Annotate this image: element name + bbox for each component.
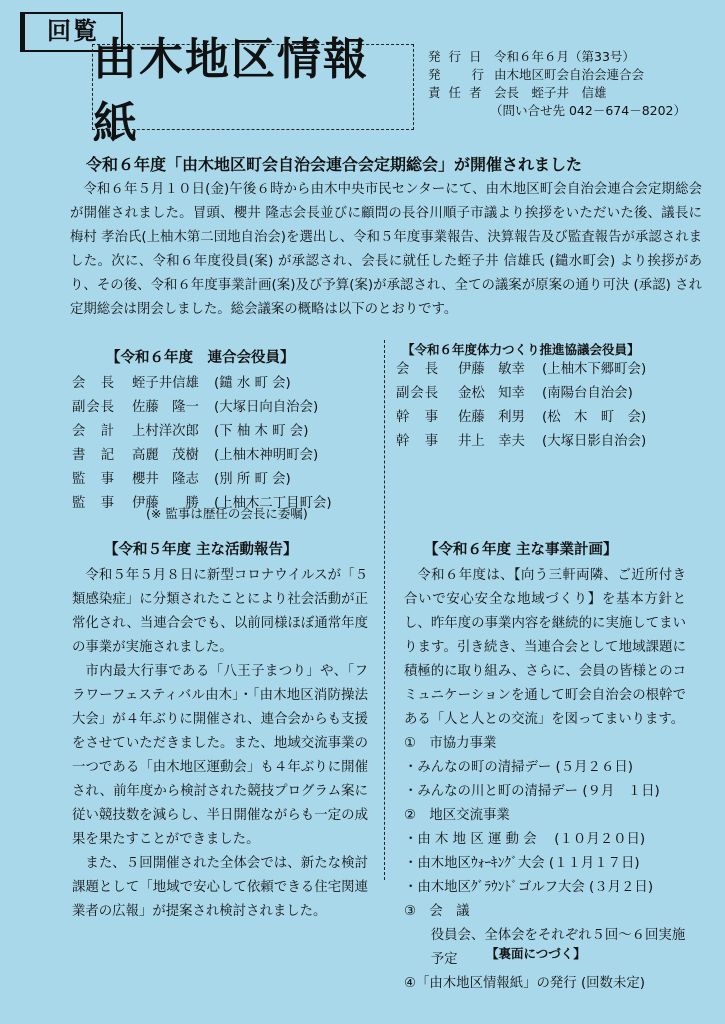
officer-role: 監 事 — [72, 496, 116, 511]
officer-org: (上柚木神明町会) — [214, 448, 319, 463]
fitness-role: 会 長 — [396, 362, 440, 377]
fitness-role: 副会長 — [396, 386, 440, 401]
fitness-role: 幹 事 — [396, 434, 440, 449]
fitness-name: 金松 知幸 — [458, 386, 525, 401]
officer-role: 書 記 — [72, 448, 116, 463]
fitness-org: (南陽台自治会) — [542, 386, 633, 401]
plan-item: ③ 会 議 — [404, 904, 470, 919]
plan-item: ・由木地区ｳｫｰｷﾝｸﾞ大会 (１１月１７日) — [404, 856, 640, 871]
continued-note: 【裏面につづく】 — [486, 946, 586, 961]
plan-item: ・みんなの町の清掃デー (５月２６日) — [404, 760, 633, 775]
meta-value: 由木地区町会自治会連合会 — [494, 67, 645, 82]
officer-row — [72, 396, 332, 420]
column-divider — [384, 340, 385, 880]
plan-item: ② 地区交流事業 — [404, 808, 510, 823]
newsletter-title: 由木地区情報紙 — [93, 34, 369, 149]
plan-item: ・みんなの川と町の清掃デー (９月 １日) — [404, 784, 660, 799]
officers-heading: 【令和６年度 連合会役員】 — [106, 350, 295, 366]
officer-role: 会 長 — [72, 376, 116, 391]
meta-key: 発 行 — [428, 67, 487, 82]
meta-row — [428, 66, 686, 84]
report-paragraph: 市内最大行事である「八王子まつり」や、「フラワーフェスティバル由木」・「由木地区消防操法大会」が４年ぶりに開催され、連合会からも支援をさせていただきました。また、地域交流事業の一つである「由木地区運動会」も４年ぶりに開催され、前年度から検討された競技プログラム案に従い競技数を減らし、半日開催ながらも一定の成果を果たすことができました。 — [72, 664, 368, 847]
fitness-name: 井上 幸夫 — [458, 434, 525, 449]
plan-item: ① 市協力事業 — [404, 736, 497, 751]
meta-value: 会長 蛭子井 信雄 — [494, 85, 607, 100]
meta-key: 発 行 日 — [428, 49, 484, 64]
officer-org: (大塚日向自治会) — [214, 400, 319, 415]
officer-name: 櫻井 隆志 — [132, 472, 199, 487]
officer-org: (下 柚 木 町 会) — [214, 424, 309, 439]
report-paragraph: 令和５年５月８日に新型コロナウイルスが「５類感染症」に分類されたことにより社会活動が正常化され、当連合会でも、以前同様ほぼ通常年度の事業が実施されました。 — [72, 568, 368, 655]
plan-body — [404, 564, 686, 996]
title-box — [92, 34, 414, 149]
fitness-heading: 【令和６年度体力つくり推進協議会役員】 — [402, 342, 640, 357]
plan-item: ・由木地区ｸﾞﾗｳﾝﾄﾞゴルフ大会 (３月２日) — [404, 880, 654, 895]
meta-row — [428, 84, 686, 102]
officer-role: 監 事 — [72, 472, 116, 487]
meeting-detail: 役員会、全体会をそれぞれ５回～６回実施予定 — [430, 928, 686, 967]
plan-lead: 令和６年度は、【向う三軒両隣、ご近所付き合いで安心安全な地域づくり】を基本方針とし、昨年度の事業内容を継続的に実施してまいります。引き続き、当連合会として地域課題に積極的に取り組み、さらに、会員の皆様とのコミュニケーションを通して町会自治会の根幹である「人と人との交流」を図ってまいります。 — [404, 568, 687, 727]
officer-name: 蛭子井信雄 — [132, 376, 199, 391]
plan-heading: 【令和６年度 主な事業計画】 — [424, 542, 618, 558]
fitness-org: (松 木 町 会) — [542, 410, 647, 425]
meta-key: 責 任 者 — [428, 85, 484, 100]
officer-role: 会 計 — [72, 424, 116, 439]
meta-row — [428, 48, 686, 66]
officer-row — [72, 468, 332, 492]
officer-org: (別 所 町 会) — [214, 472, 291, 487]
officer-row — [72, 420, 332, 444]
report-paragraph: また、５回開催された全体会では、新たな検討課題として「地域で安心して依頼できる住宅関連業者の広報」が提案され検討されました。 — [72, 856, 368, 919]
meta-value: 令和６年６月（第33号） — [494, 49, 635, 64]
intro-paragraph: 令和６年５月１０日(金)午後６時から由木中央市民センターにて、由木地区町会自治会連合会定期総会が開催されました。冒頭、櫻井 隆志会長並びに顧問の長谷川順子市議より挨拶をいただいた後、議長に梅村 孝治氏(上柚木第二団地自治会)を選出し、令和５年度事業報告、決算報告及び監査報告が承認されました。次に、令和６年度役員(案) が承認され、会長に就任した蛭子井 信雄氏 (鑓水町会) より挨拶があり、その後、令和６年度事業計画(案)及び予算(案)が承認され、全ての議案が原案の通り可決 (承認) され定期総会は閉会しました。総会議案の概略は以下のとおりです。 — [70, 182, 702, 317]
officer-name: 上村洋次郎 — [132, 424, 199, 439]
report-heading: 【令和５年度 主な活動報告】 — [104, 542, 298, 558]
officer-row — [72, 444, 332, 468]
fitness-name: 佐藤 利男 — [458, 410, 525, 425]
fitness-list — [396, 358, 646, 454]
officer-org: (鑓 水 町 会) — [214, 376, 291, 391]
fitness-org: (大塚日影自治会) — [542, 434, 647, 449]
officers-list — [72, 372, 332, 516]
officer-name: 伊藤 勝 — [132, 496, 199, 511]
headline: 令和６年度「由木地区町会自治会連合会定期総会」が開催されました — [86, 155, 583, 174]
officer-name: 佐藤 隆一 — [132, 400, 199, 415]
officer-row — [72, 372, 332, 396]
fitness-row — [396, 382, 646, 406]
officer-name: 高麗 茂樹 — [132, 448, 199, 463]
fitness-name: 伊藤 敏幸 — [458, 362, 525, 377]
officer-role: 副会長 — [72, 400, 116, 415]
plan-item: ④「由木地区情報紙」の発行 (回数未定) — [404, 976, 645, 991]
circulation-mark: 回覧 — [20, 12, 123, 52]
fitness-row — [396, 406, 646, 430]
auditor-note: (※ 監事は歴任の会長に委嘱) — [146, 506, 308, 521]
fitness-row — [396, 358, 646, 382]
publication-meta — [428, 48, 686, 120]
report-body — [72, 564, 368, 924]
fitness-role: 幹 事 — [396, 410, 440, 425]
plan-item: ・由 木 地 区 運 動 会 (１０月２０日) — [404, 832, 646, 847]
fitness-org: (上柚木下郷町会) — [542, 362, 647, 377]
officer-org: (上柚木二丁目町会) — [214, 496, 332, 511]
contact-line: （問い合せ先 042－674－8202） — [490, 103, 687, 118]
fitness-row — [396, 430, 646, 454]
